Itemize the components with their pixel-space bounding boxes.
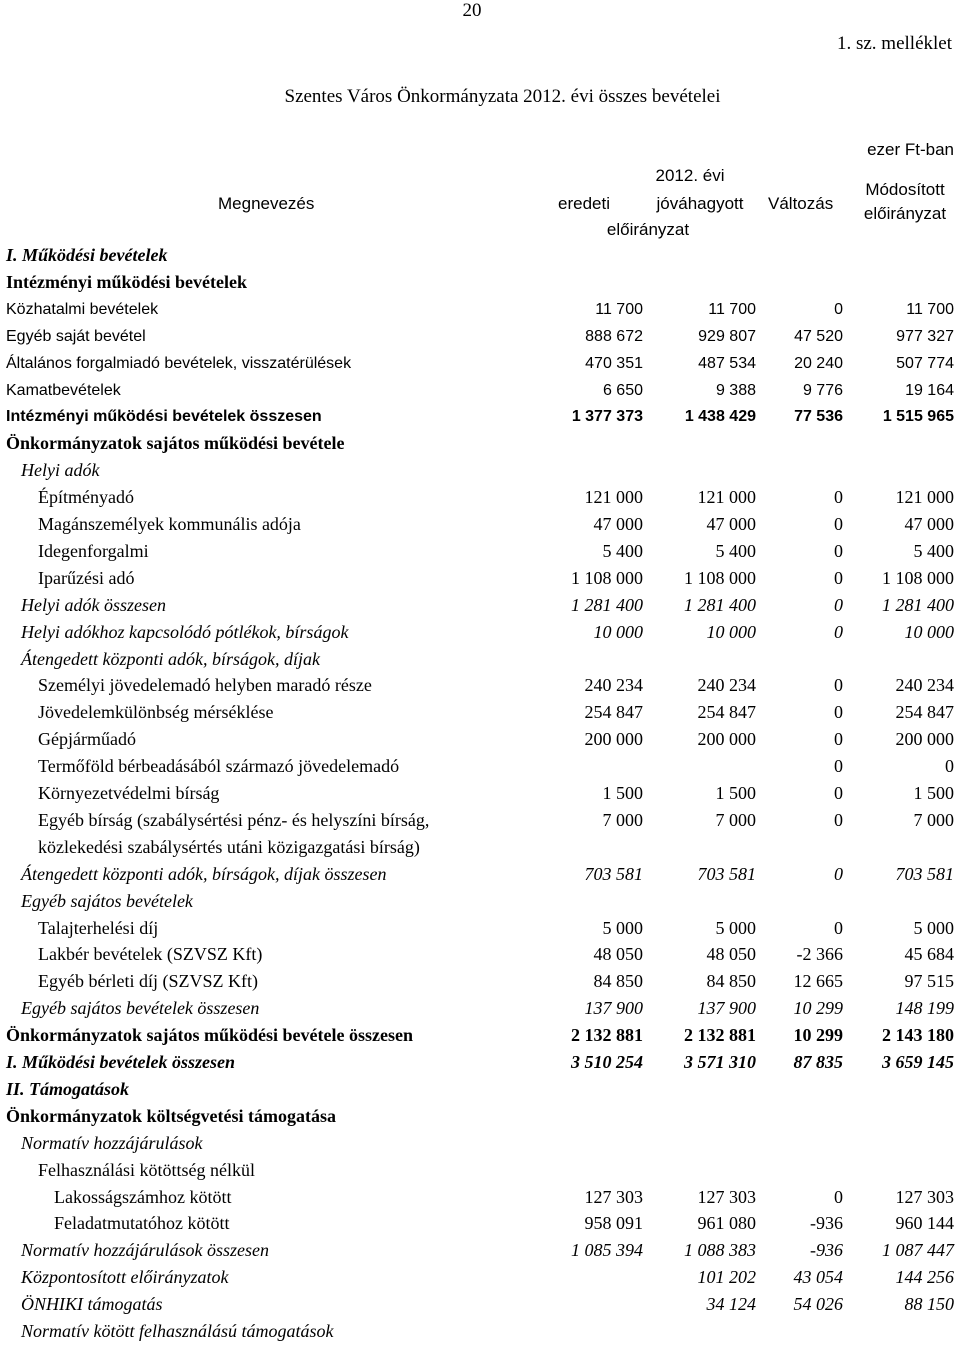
approved-value: 10 000: [706, 621, 756, 642]
table-row: [0, 403, 960, 430]
change-value: 20 240: [794, 354, 843, 372]
modified-value: 7 000: [913, 809, 954, 830]
row-label: Egyéb saját bevétel: [6, 327, 146, 345]
table-row: [0, 753, 960, 780]
document-title: Szentes Város Önkormányzata 2012. évi összes bevételei: [284, 86, 721, 107]
row-label: Egyéb sajátos bevételek: [21, 890, 193, 911]
original-value: 200 000: [584, 729, 643, 750]
row-label: Általános forgalmiadó bevételek, visszatérülések: [6, 354, 352, 372]
modified-value: 5 000: [913, 917, 954, 938]
approved-value: 84 850: [706, 971, 756, 992]
table-row: [0, 619, 960, 646]
change-value: 0: [834, 1186, 843, 1207]
row-label: Talajterhelési díj: [38, 917, 159, 938]
table-row: [0, 968, 960, 995]
modified-value: 240 234: [895, 675, 954, 696]
approved-value: 127 303: [697, 1186, 756, 1207]
original-value: 121 000: [584, 487, 643, 508]
header-modified-line2: előirányzat: [863, 204, 947, 223]
original-value: 5 400: [602, 540, 643, 561]
modified-value: 19 164: [905, 381, 954, 399]
header-change: Változás: [768, 194, 834, 213]
original-value: 470 351: [585, 354, 643, 372]
change-value: 87 835: [793, 1052, 843, 1072]
row-label: I. Működési bevételek: [6, 245, 168, 265]
modified-value: 88 150: [904, 1294, 954, 1315]
change-value: 47 520: [794, 327, 843, 345]
original-value: 84 850: [593, 971, 643, 992]
approved-value: 703 581: [697, 863, 756, 884]
modified-value: 1 500: [913, 783, 954, 803]
table-row: [0, 861, 960, 888]
table-row: [0, 242, 960, 269]
approved-value: 11 700: [708, 300, 756, 318]
row-label: Helyi adók összesen: [21, 594, 166, 615]
row-label: Idegenforgalmi: [38, 540, 149, 561]
approved-value: 1 108 000: [684, 567, 756, 588]
change-value: 10 299: [793, 1025, 843, 1046]
approved-value: 254 847: [697, 702, 756, 723]
header-modified: [855, 178, 955, 226]
row-label: Intézményi működési bevételek: [6, 271, 247, 292]
modified-value: 5 400: [913, 540, 954, 561]
table-row: [0, 592, 960, 619]
modified-value: 1 515 965: [882, 408, 954, 426]
change-value: 77 536: [794, 408, 843, 426]
change-value: -936: [810, 1213, 843, 1234]
original-value: 48 050: [593, 944, 643, 965]
row-label: Személyi jövedelemadó helyben maradó része: [38, 675, 372, 696]
table-row: [0, 1103, 960, 1130]
change-value: 0: [834, 783, 843, 803]
original-value: 1 377 373: [571, 408, 643, 426]
table-row: [0, 1049, 960, 1076]
table-row: [0, 1264, 960, 1291]
approved-value: 34 124: [706, 1294, 756, 1315]
modified-value: 200 000: [895, 729, 954, 750]
original-value: 2 132 881: [571, 1025, 643, 1046]
approved-value: 121 000: [697, 487, 756, 508]
row-label: Intézményi működési bevételek összesen: [6, 408, 322, 426]
change-value: 12 665: [793, 971, 843, 992]
row-label: Iparűzési adó: [38, 567, 135, 588]
modified-value: 11 700: [906, 300, 954, 318]
table-row: [0, 511, 960, 538]
original-value: 7 000: [602, 809, 643, 830]
row-label: Magánszemélyek kommunális adója: [38, 514, 301, 534]
approved-value: 2 132 881: [684, 1025, 756, 1046]
original-value: 6 650: [602, 381, 643, 399]
change-value: 0: [834, 675, 843, 696]
original-value: 1 500: [602, 783, 643, 803]
row-label: Központosított előirányzatok: [21, 1267, 229, 1288]
change-value: 0: [834, 729, 843, 750]
row-label: Lakosságszámhoz kötött: [54, 1186, 232, 1207]
unit-label: ezer Ft-ban: [867, 140, 954, 159]
original-value: 958 091: [584, 1213, 643, 1234]
original-value: 1 108 000: [571, 567, 643, 588]
table-row: [0, 1022, 960, 1049]
original-value: 254 847: [584, 702, 643, 723]
modified-value: 1 108 000: [882, 567, 954, 588]
row-label: II. Támogatások: [6, 1078, 130, 1099]
change-value: 9 776: [802, 381, 843, 399]
table-row: [0, 296, 960, 323]
original-value: 5 000: [602, 917, 643, 938]
approved-value: 7 000: [715, 809, 756, 830]
table-row: [0, 1130, 960, 1157]
change-value: 0: [834, 863, 843, 884]
table-row: [0, 269, 960, 296]
change-value: 0: [834, 594, 843, 615]
row-label: Önkormányzatok sajátos működési bevétele: [6, 433, 345, 454]
approved-value: 961 080: [697, 1213, 756, 1234]
change-value: 0: [834, 567, 843, 588]
table-row: [0, 1184, 960, 1211]
header-approved-appropriation: előirányzat: [606, 220, 690, 239]
approved-value: 5 400: [715, 540, 756, 561]
modified-value: 10 000: [904, 621, 954, 642]
annex-label: 1. sz. melléklet: [836, 33, 952, 54]
modified-value: 121 000: [895, 487, 954, 508]
row-label: Feladatmutatóhoz kötött: [54, 1213, 230, 1234]
change-value: 54 026: [793, 1294, 843, 1315]
table-row: [0, 484, 960, 511]
row-label: ÖNHIKI támogatás: [21, 1294, 163, 1315]
header-name: Megnevezés: [218, 194, 315, 213]
modified-value: 127 303: [895, 1186, 954, 1207]
original-value: 47 000: [593, 514, 643, 534]
modified-value: 1 087 447: [882, 1240, 954, 1261]
approved-value: 101 202: [697, 1267, 756, 1288]
row-label: Építményadó: [38, 487, 134, 508]
original-value: 127 303: [584, 1186, 643, 1207]
row-label: Helyi adókhoz kapcsolódó pótlékok, bírságok: [21, 621, 349, 642]
table-row: [0, 888, 960, 915]
change-value: 0: [834, 514, 843, 534]
change-value: -2 366: [796, 944, 843, 965]
modified-value: 1 281 400: [882, 594, 954, 615]
modified-value: 0: [945, 756, 954, 777]
table-row: [0, 1210, 960, 1237]
original-value: 10 000: [593, 621, 643, 642]
table-row: [0, 780, 960, 807]
change-value: 0: [834, 756, 843, 777]
table-row: [0, 915, 960, 942]
modified-value: 47 000: [904, 514, 954, 534]
approved-value: 137 900: [697, 998, 756, 1019]
table-row: [0, 941, 960, 968]
row-label: Egyéb bérleti díj (SZVSZ Kft): [38, 971, 258, 992]
table-row: [0, 377, 960, 404]
change-value: 43 054: [793, 1267, 843, 1288]
row-label: Környezetvédelmi bírság: [38, 783, 220, 803]
change-value: 0: [834, 621, 843, 642]
table-row: [0, 834, 960, 861]
original-value: 1 281 400: [571, 594, 643, 615]
row-label: Helyi adók: [21, 460, 100, 481]
row-label: Normatív hozzájárulások összesen: [21, 1240, 270, 1261]
approved-value: 240 234: [697, 675, 756, 696]
modified-value: 254 847: [895, 702, 954, 723]
row-label: Önkormányzatok költségvetési támogatása: [6, 1105, 336, 1126]
approved-value: 5 000: [715, 917, 756, 938]
approved-value: 1 281 400: [684, 594, 756, 615]
approved-value: 487 534: [698, 354, 756, 372]
table-row: [0, 323, 960, 350]
header-original: eredeti: [558, 194, 610, 213]
row-label: Egyéb sajátos bevételek összesen: [21, 998, 260, 1019]
table-row: [0, 350, 960, 377]
change-value: -936: [810, 1240, 843, 1261]
table-row: [0, 1237, 960, 1264]
modified-value: 977 327: [896, 327, 954, 345]
row-label: Gépjárműadó: [38, 729, 136, 750]
table-row: [0, 565, 960, 592]
row-label: I. Működési bevételek összesen: [6, 1052, 235, 1072]
change-value: 10 299: [793, 998, 843, 1019]
original-value: 137 900: [584, 998, 643, 1019]
modified-value: 507 774: [896, 354, 954, 372]
row-label: Kamatbevételek: [6, 381, 121, 399]
row-label: Felhasználási kötöttség nélkül: [38, 1159, 255, 1180]
approved-value: 1 438 429: [684, 408, 756, 426]
change-value: 0: [834, 917, 843, 938]
table-row: [0, 646, 960, 673]
row-label: Átengedett központi adók, bírságok, díjak összesen: [21, 863, 387, 884]
modified-value: 148 199: [895, 998, 954, 1019]
table-row: [0, 807, 960, 834]
change-value: 0: [834, 300, 843, 318]
row-label: Normatív kötött felhasználású támogatások: [21, 1321, 334, 1341]
modified-value: 3 659 145: [882, 1052, 954, 1072]
header-modified-line1: Módosított: [865, 180, 945, 199]
original-value: 1 085 394: [571, 1240, 643, 1261]
change-value: 0: [834, 809, 843, 830]
modified-value: 144 256: [895, 1267, 954, 1288]
modified-value: 45 684: [904, 944, 954, 965]
modified-value: 2 143 180: [882, 1025, 954, 1046]
original-value: 11 700: [595, 300, 643, 318]
page-number: 20: [462, 0, 482, 21]
approved-value: 47 000: [706, 514, 756, 534]
table-row: [0, 672, 960, 699]
modified-value: 97 515: [904, 971, 954, 992]
original-value: 888 672: [585, 327, 643, 345]
row-label: Normatív hozzájárulások: [21, 1132, 203, 1153]
header-approved: jóváhagyott: [656, 194, 744, 213]
approved-value: 200 000: [697, 729, 756, 750]
table-row: [0, 995, 960, 1022]
table-row: [0, 1157, 960, 1184]
change-value: 0: [834, 540, 843, 561]
table-row: [0, 1076, 960, 1103]
original-value: 3 510 254: [571, 1052, 643, 1072]
row-label: Önkormányzatok sajátos működési bevétele összesen: [6, 1025, 413, 1046]
original-value: 240 234: [584, 675, 643, 696]
table-row: [0, 457, 960, 484]
table-row: [0, 699, 960, 726]
row-label: Egyéb bírság (szabálysértési pénz- és helyszíni bírság,: [38, 809, 430, 830]
approved-value: 1 500: [715, 783, 756, 803]
approved-value: 48 050: [706, 944, 756, 965]
change-value: 0: [834, 702, 843, 723]
row-label: Termőföld bérbeadásából származó jövedelemadó: [38, 756, 400, 777]
original-value: 703 581: [584, 863, 643, 884]
modified-value: 960 144: [895, 1213, 954, 1234]
row-label: Lakbér bevételek (SZVSZ Kft): [38, 944, 263, 965]
row-label: Jövedelemkülönbség mérséklése: [38, 702, 274, 723]
table-row: [0, 430, 960, 457]
row-label: Közhatalmi bevételek: [6, 300, 159, 318]
approved-value: 3 571 310: [684, 1052, 756, 1072]
approved-value: 929 807: [698, 327, 756, 345]
change-value: 0: [834, 487, 843, 508]
row-label: közlekedési szabálysértés utáni közigazgatási bírság): [38, 836, 420, 857]
approved-value: 9 388: [715, 381, 756, 399]
modified-value: 703 581: [895, 863, 954, 884]
table-row: [0, 1291, 960, 1318]
table-row: [0, 726, 960, 753]
row-label: Átengedett központi adók, bírságok, díjak: [21, 648, 320, 669]
table-row: [0, 538, 960, 565]
header-year: 2012. évi: [655, 166, 725, 185]
approved-value: 1 088 383: [684, 1240, 756, 1261]
